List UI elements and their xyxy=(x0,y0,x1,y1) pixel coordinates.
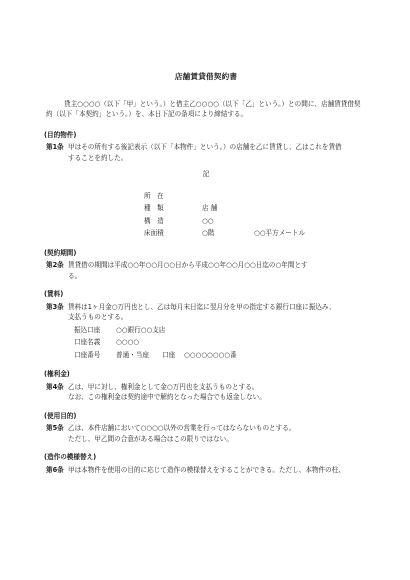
property-row xyxy=(144,202,305,215)
bank-account-type: 普通・当座 xyxy=(116,350,149,359)
article-number: 第1条 xyxy=(46,143,64,151)
section-heading: (賃料) xyxy=(44,290,64,298)
article-line: することを約した。 xyxy=(68,153,128,162)
bank-row xyxy=(74,336,237,349)
preamble-line: 貸主○○○○（以下「甲」という。）と借主乙○○○○（以下「乙」という。）との間に、店舗賃貸借契 xyxy=(64,99,361,108)
article-body xyxy=(68,142,366,163)
article-number: 第6条 xyxy=(46,465,64,474)
property-label: 所 在 xyxy=(144,191,164,200)
property-row xyxy=(144,215,305,228)
preamble xyxy=(46,99,366,120)
article-line: 甲はその所有する後記表示（以下「本物件」という。）の店舗を乙に賃貸し、乙はこれを賃借 xyxy=(68,143,342,151)
article-line: 乙は、甲に対し、権利金として金○万円也を支払うものとする。 xyxy=(68,382,259,391)
bank-account-number: ○○○○○○○○番 xyxy=(184,350,237,359)
article-body xyxy=(68,260,366,281)
article-body xyxy=(68,382,366,403)
article-line: る。 xyxy=(68,271,82,280)
article-body xyxy=(68,465,366,476)
article-number: 第2条 xyxy=(46,261,64,269)
property-label: 種 類 xyxy=(144,204,164,212)
article-line: 甲は本物件を使用の目的に応じて造作の模様替えをすることができる。ただし、本物件の柱、 xyxy=(68,465,345,474)
property-row xyxy=(144,190,305,203)
bank-label: 振込口座 xyxy=(74,325,101,334)
article-line: 支払うものとする。 xyxy=(68,313,128,321)
bank-value: ○○○○ xyxy=(116,338,140,346)
ki-marker: 記 xyxy=(202,170,210,178)
section-heading: (使用目的) xyxy=(44,411,77,420)
section-heading: (権利金) xyxy=(44,370,70,378)
article-1 xyxy=(46,142,366,163)
article-number: 第5条 xyxy=(46,424,64,432)
property-label: 床面積 xyxy=(144,229,164,237)
article-line: 賃料は1ヶ月金○万円也とし、乙は毎月末日迄に翌月分を甲の指定する銀行口座に振込み、 xyxy=(68,302,336,311)
article-body xyxy=(68,423,366,444)
article-body xyxy=(68,302,366,362)
article-number: 第3条 xyxy=(46,302,64,311)
article-line: なお、この権利金は契約途中で解約となった場合でも返金しない。 xyxy=(68,393,266,401)
article-4 xyxy=(46,382,366,403)
property-value: ○階 xyxy=(202,229,215,237)
bank-value: ○○銀行○○支店 xyxy=(116,325,166,334)
document-title: 店舗賃貸借契約書 xyxy=(174,72,238,81)
article-6 xyxy=(46,465,366,476)
section-heading: (造作の模様替え) xyxy=(44,453,97,461)
article-line: ただし、甲乙間の合意がある場合はこの限りではない。 xyxy=(68,434,233,443)
article-line: 賃貸借の期間は平成○○年○○月○○日から平成○○年○○月○○日迄の○年間とす xyxy=(68,261,308,269)
article-5 xyxy=(46,423,366,444)
bank-table xyxy=(74,324,237,362)
section-heading: (契約期間) xyxy=(44,248,77,257)
property-row xyxy=(144,227,305,240)
property-area: ○○平方メートル xyxy=(254,229,306,237)
preamble-line: 約（以下「本契約」という。）を、本日下記の条項により締結する。 xyxy=(46,110,248,118)
property-value: ○○ xyxy=(202,216,214,225)
bank-row xyxy=(74,349,237,362)
property-label: 構 造 xyxy=(144,216,164,225)
article-number: 第4条 xyxy=(46,382,64,391)
property-table xyxy=(144,190,305,240)
property-value: 店 舗 xyxy=(202,204,218,212)
bank-label: 口座名義 xyxy=(74,338,101,346)
article-2 xyxy=(46,260,366,281)
bank-row xyxy=(74,324,237,337)
section-heading: (目的物件) xyxy=(44,130,77,139)
bank-account-key: 口座 xyxy=(162,350,176,359)
bank-label: 口座番号 xyxy=(74,350,101,359)
article-line: 乙は、本件店舗において○○○○以外の営業を行ってはならないものとする。 xyxy=(68,424,296,432)
article-3 xyxy=(46,302,366,362)
